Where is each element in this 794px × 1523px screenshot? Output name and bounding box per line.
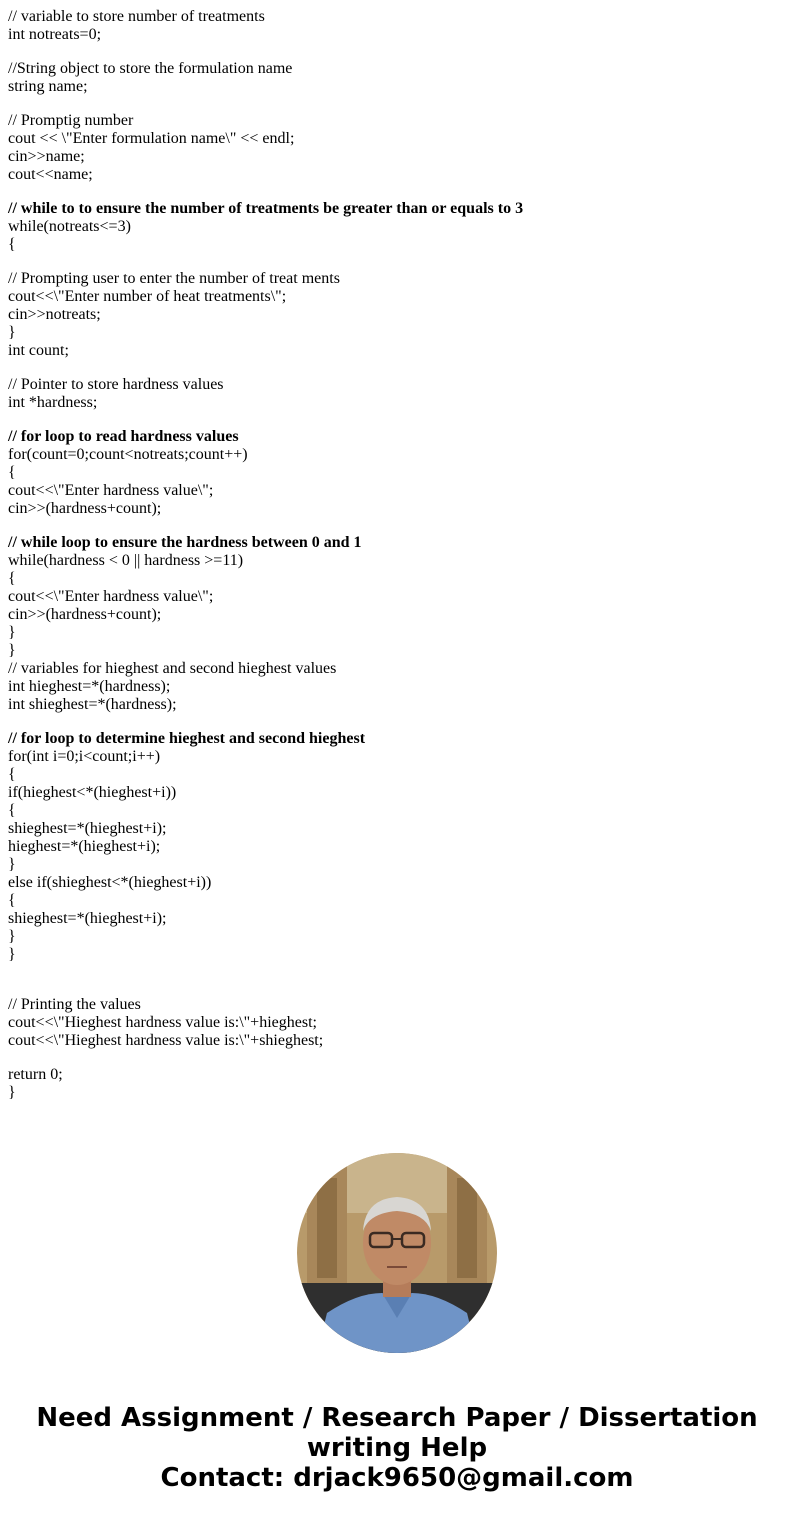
code-line: } <box>8 856 16 873</box>
code-paragraph <box>8 534 778 714</box>
code-comment-bold: // while to to ensure the number of treatments be greater than or equals to 3 <box>8 200 524 217</box>
code-line: cout<<name; <box>8 166 93 183</box>
code-comment: // Printing the values <box>8 996 141 1013</box>
code-line: cout<<\"Enter hardness value\"; <box>8 482 214 499</box>
code-paragraph <box>8 8 778 44</box>
code-line: cin>>name; <box>8 148 85 165</box>
code-line: int shieghest=*(hardness); <box>8 696 177 713</box>
avatar <box>297 1153 497 1353</box>
promo-contact: Contact: drjack9650@gmail.com <box>160 1463 634 1493</box>
code-line: cin>>notreats; <box>8 306 101 323</box>
code-line: { <box>8 892 16 909</box>
code-line: { <box>8 236 16 253</box>
code-comment-bold: // while loop to ensure the hardness between 0 and 1 <box>8 534 362 551</box>
code-paragraph <box>8 730 778 964</box>
code-line: if(hieghest<*(hieghest+i)) <box>8 784 177 801</box>
code-line: return 0; <box>8 1066 63 1083</box>
code-comment-bold: // for loop to determine hieghest and second hieghest <box>8 730 366 747</box>
code-comment: //String object to store the formulation name <box>8 60 293 77</box>
code-line: while(notreats<=3) <box>8 218 131 235</box>
code-line: } <box>8 324 16 341</box>
code-line: hieghest=*(hieghest+i); <box>8 838 161 855</box>
code-line: cout<<\"Enter number of heat treatments\"; <box>8 288 287 305</box>
code-line: { <box>8 766 16 783</box>
code-line: } <box>8 928 16 945</box>
code-line: else if(shieghest<*(hieghest+i)) <box>8 874 212 891</box>
author-photo <box>297 1153 497 1353</box>
code-line: } <box>8 1084 16 1101</box>
code-line: int hieghest=*(hardness); <box>8 678 171 695</box>
code-line: { <box>8 464 16 481</box>
code-line: cout<<\"Hieghest hardness value is:\"+shieghest; <box>8 1032 324 1049</box>
code-line: } <box>8 642 16 659</box>
promo-headline-continued: writing Help <box>306 1433 488 1463</box>
code-line: int *hardness; <box>8 394 98 411</box>
code-comment: // Promptig number <box>8 112 134 129</box>
code-line: int count; <box>8 342 69 359</box>
code-paragraph <box>8 376 778 412</box>
code-comment: // Prompting user to enter the number of treat ments <box>8 270 340 287</box>
code-line: shieghest=*(hieghest+i); <box>8 820 167 837</box>
code-comment-bold: // for loop to read hardness values <box>8 428 239 445</box>
code-comment: // Pointer to store hardness values <box>8 376 224 393</box>
code-line: for(int i=0;i<count;i++) <box>8 748 161 765</box>
code-comment: // variables for hieghest and second hieghest values <box>8 660 337 677</box>
code-paragraph <box>8 1066 778 1102</box>
code-comment: // variable to store number of treatments <box>8 8 265 25</box>
code-paragraph <box>8 60 778 96</box>
code-line: cout << \"Enter formulation name\" << endl; <box>8 130 295 147</box>
code-line: { <box>8 570 16 587</box>
code-paragraph <box>8 996 778 1050</box>
code-line: int notreats=0; <box>8 26 102 43</box>
code-paragraph <box>8 270 778 360</box>
code-paragraph <box>8 428 778 518</box>
code-line: shieghest=*(hieghest+i); <box>8 910 167 927</box>
code-listing <box>8 8 778 1118</box>
code-line: cout<<\"Hieghest hardness value is:\"+hieghest; <box>8 1014 317 1031</box>
code-line: { <box>8 802 16 819</box>
code-line: cin>>(hardness+count); <box>8 606 162 623</box>
code-line: } <box>8 624 16 641</box>
code-paragraph <box>8 112 778 184</box>
code-line: cout<<\"Enter hardness value\"; <box>8 588 214 605</box>
promo-banner <box>0 1403 794 1493</box>
code-line: for(count=0;count<notreats;count++) <box>8 446 248 463</box>
code-line: while(hardness < 0 || hardness >=11) <box>8 552 244 569</box>
promo-headline: Need Assignment / Research Paper / Dissertation <box>36 1403 758 1433</box>
code-line: cin>>(hardness+count); <box>8 500 162 517</box>
code-paragraph <box>8 200 778 254</box>
code-line: string name; <box>8 78 88 95</box>
code-line: } <box>8 946 16 963</box>
